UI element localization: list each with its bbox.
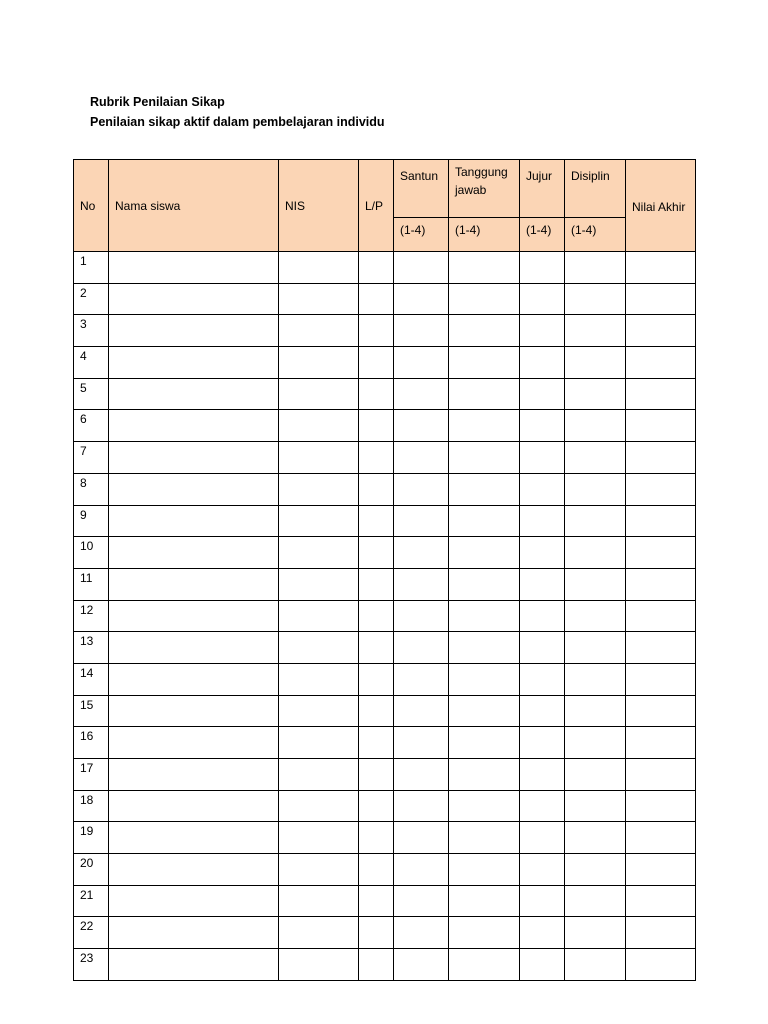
cell-nilai-akhir	[626, 854, 696, 886]
header-lp: L/P	[359, 160, 394, 252]
cell-nilai-akhir	[626, 378, 696, 410]
cell-nama-siswa	[109, 378, 279, 410]
row-number: 10	[74, 537, 109, 569]
cell-santun	[394, 885, 449, 917]
cell-nama-siswa	[109, 949, 279, 981]
cell-santun	[394, 600, 449, 632]
cell-nama-siswa	[109, 885, 279, 917]
cell-lp	[359, 727, 394, 759]
cell-lp	[359, 949, 394, 981]
cell-disiplin	[565, 885, 626, 917]
cell-disiplin	[565, 473, 626, 505]
row-number: 12	[74, 600, 109, 632]
table-row	[74, 663, 696, 695]
table-row	[74, 473, 696, 505]
header-nama-siswa: Nama siswa	[109, 160, 279, 252]
cell-lp	[359, 410, 394, 442]
table-row	[74, 410, 696, 442]
cell-lp	[359, 790, 394, 822]
cell-tanggung-jawab	[449, 727, 520, 759]
cell-nis	[279, 917, 359, 949]
cell-disiplin	[565, 252, 626, 284]
table-row	[74, 759, 696, 791]
row-number: 8	[74, 473, 109, 505]
cell-nis	[279, 695, 359, 727]
cell-disiplin	[565, 505, 626, 537]
cell-santun	[394, 854, 449, 886]
cell-nis	[279, 759, 359, 791]
cell-nis	[279, 283, 359, 315]
cell-lp	[359, 663, 394, 695]
cell-lp	[359, 537, 394, 569]
cell-lp	[359, 822, 394, 854]
cell-nama-siswa	[109, 347, 279, 379]
cell-nama-siswa	[109, 663, 279, 695]
cell-tanggung-jawab	[449, 663, 520, 695]
cell-nis	[279, 473, 359, 505]
cell-santun	[394, 822, 449, 854]
table-row	[74, 822, 696, 854]
cell-nilai-akhir	[626, 759, 696, 791]
cell-disiplin	[565, 537, 626, 569]
cell-disiplin	[565, 695, 626, 727]
cell-disiplin	[565, 315, 626, 347]
row-number: 7	[74, 442, 109, 474]
cell-nis	[279, 505, 359, 537]
cell-lp	[359, 568, 394, 600]
cell-tanggung-jawab	[449, 347, 520, 379]
cell-disiplin	[565, 442, 626, 474]
row-number: 22	[74, 917, 109, 949]
cell-jujur	[520, 759, 565, 791]
cell-santun	[394, 695, 449, 727]
cell-nama-siswa	[109, 410, 279, 442]
cell-jujur	[520, 663, 565, 695]
cell-disiplin	[565, 854, 626, 886]
cell-nis	[279, 315, 359, 347]
row-number: 19	[74, 822, 109, 854]
cell-lp	[359, 473, 394, 505]
cell-nilai-akhir	[626, 790, 696, 822]
cell-nis	[279, 378, 359, 410]
cell-jujur	[520, 600, 565, 632]
row-number: 17	[74, 759, 109, 791]
header-jujur: Jujur	[520, 160, 565, 218]
cell-jujur	[520, 442, 565, 474]
cell-tanggung-jawab	[449, 473, 520, 505]
cell-nama-siswa	[109, 568, 279, 600]
table-row	[74, 283, 696, 315]
cell-jujur	[520, 917, 565, 949]
cell-tanggung-jawab	[449, 822, 520, 854]
cell-lp	[359, 917, 394, 949]
table-row	[74, 885, 696, 917]
cell-tanggung-jawab	[449, 378, 520, 410]
cell-nis	[279, 252, 359, 284]
cell-jujur	[520, 885, 565, 917]
row-number: 15	[74, 695, 109, 727]
table-row	[74, 854, 696, 886]
cell-disiplin	[565, 568, 626, 600]
cell-disiplin	[565, 949, 626, 981]
cell-nilai-akhir	[626, 727, 696, 759]
row-number: 2	[74, 283, 109, 315]
table-row	[74, 790, 696, 822]
table-row	[74, 568, 696, 600]
cell-nilai-akhir	[626, 347, 696, 379]
row-number: 23	[74, 949, 109, 981]
cell-jujur	[520, 949, 565, 981]
cell-tanggung-jawab	[449, 505, 520, 537]
cell-nilai-akhir	[626, 315, 696, 347]
document-header	[90, 92, 385, 132]
cell-nilai-akhir	[626, 949, 696, 981]
cell-santun	[394, 442, 449, 474]
cell-disiplin	[565, 283, 626, 315]
cell-lp	[359, 315, 394, 347]
cell-santun	[394, 727, 449, 759]
cell-nis	[279, 347, 359, 379]
cell-santun	[394, 949, 449, 981]
table-row	[74, 949, 696, 981]
cell-jujur	[520, 347, 565, 379]
row-number: 21	[74, 885, 109, 917]
document-title: Rubrik Penilaian Sikap	[90, 95, 225, 109]
cell-jujur	[520, 854, 565, 886]
cell-nama-siswa	[109, 822, 279, 854]
cell-santun	[394, 663, 449, 695]
cell-nama-siswa	[109, 790, 279, 822]
scale-tanggung-jawab: (1-4)	[449, 218, 520, 252]
rubric-table	[73, 159, 696, 981]
cell-disiplin	[565, 600, 626, 632]
cell-nis	[279, 537, 359, 569]
cell-nilai-akhir	[626, 568, 696, 600]
cell-lp	[359, 283, 394, 315]
cell-nis	[279, 600, 359, 632]
header-tanggung-jawab: Tanggung jawab	[449, 160, 520, 218]
cell-lp	[359, 854, 394, 886]
cell-santun	[394, 378, 449, 410]
header-no: No	[74, 160, 109, 252]
cell-disiplin	[565, 790, 626, 822]
cell-lp	[359, 378, 394, 410]
cell-tanggung-jawab	[449, 537, 520, 569]
cell-jujur	[520, 727, 565, 759]
cell-lp	[359, 695, 394, 727]
cell-lp	[359, 632, 394, 664]
cell-nama-siswa	[109, 727, 279, 759]
row-number: 11	[74, 568, 109, 600]
rubric-table-body	[74, 252, 696, 981]
cell-disiplin	[565, 378, 626, 410]
cell-nilai-akhir	[626, 283, 696, 315]
cell-jujur	[520, 568, 565, 600]
document-subtitle: Penilaian sikap aktif dalam pembelajaran individu	[90, 115, 385, 129]
cell-jujur	[520, 378, 565, 410]
cell-disiplin	[565, 632, 626, 664]
cell-jujur	[520, 410, 565, 442]
cell-tanggung-jawab	[449, 632, 520, 664]
cell-nis	[279, 632, 359, 664]
cell-nama-siswa	[109, 759, 279, 791]
cell-lp	[359, 759, 394, 791]
row-number: 4	[74, 347, 109, 379]
row-number: 3	[74, 315, 109, 347]
cell-santun	[394, 473, 449, 505]
cell-nis	[279, 442, 359, 474]
cell-tanggung-jawab	[449, 790, 520, 822]
cell-nama-siswa	[109, 537, 279, 569]
cell-santun	[394, 505, 449, 537]
table-row	[74, 917, 696, 949]
header-nis: NIS	[279, 160, 359, 252]
cell-nis	[279, 949, 359, 981]
cell-jujur	[520, 695, 565, 727]
cell-nama-siswa	[109, 854, 279, 886]
cell-tanggung-jawab	[449, 600, 520, 632]
row-number: 1	[74, 252, 109, 284]
cell-nis	[279, 410, 359, 442]
cell-disiplin	[565, 347, 626, 379]
cell-nilai-akhir	[626, 885, 696, 917]
cell-santun	[394, 790, 449, 822]
row-number: 9	[74, 505, 109, 537]
cell-tanggung-jawab	[449, 854, 520, 886]
table-row	[74, 600, 696, 632]
cell-jujur	[520, 315, 565, 347]
cell-disiplin	[565, 917, 626, 949]
cell-nama-siswa	[109, 632, 279, 664]
cell-nilai-akhir	[626, 505, 696, 537]
table-row	[74, 695, 696, 727]
cell-santun	[394, 632, 449, 664]
cell-jujur	[520, 473, 565, 505]
cell-jujur	[520, 822, 565, 854]
cell-tanggung-jawab	[449, 917, 520, 949]
cell-nilai-akhir	[626, 822, 696, 854]
cell-lp	[359, 600, 394, 632]
header-nilai-akhir: Nilai Akhir	[626, 160, 696, 252]
cell-lp	[359, 252, 394, 284]
cell-nilai-akhir	[626, 537, 696, 569]
cell-tanggung-jawab	[449, 695, 520, 727]
cell-santun	[394, 347, 449, 379]
cell-santun	[394, 315, 449, 347]
cell-lp	[359, 347, 394, 379]
cell-jujur	[520, 283, 565, 315]
table-row	[74, 442, 696, 474]
cell-disiplin	[565, 822, 626, 854]
cell-jujur	[520, 632, 565, 664]
table-row	[74, 537, 696, 569]
scale-jujur: (1-4)	[520, 218, 565, 252]
row-number: 6	[74, 410, 109, 442]
cell-nama-siswa	[109, 505, 279, 537]
row-number: 14	[74, 663, 109, 695]
cell-nama-siswa	[109, 442, 279, 474]
cell-nilai-akhir	[626, 252, 696, 284]
cell-nilai-akhir	[626, 442, 696, 474]
cell-jujur	[520, 505, 565, 537]
cell-nama-siswa	[109, 600, 279, 632]
cell-disiplin	[565, 410, 626, 442]
cell-nilai-akhir	[626, 632, 696, 664]
cell-tanggung-jawab	[449, 410, 520, 442]
cell-tanggung-jawab	[449, 442, 520, 474]
row-number: 20	[74, 854, 109, 886]
cell-tanggung-jawab	[449, 315, 520, 347]
cell-nama-siswa	[109, 473, 279, 505]
cell-nis	[279, 727, 359, 759]
header-disiplin: Disiplin	[565, 160, 626, 218]
table-row	[74, 252, 696, 284]
cell-tanggung-jawab	[449, 283, 520, 315]
cell-santun	[394, 568, 449, 600]
cell-santun	[394, 759, 449, 791]
cell-nis	[279, 854, 359, 886]
cell-lp	[359, 442, 394, 474]
cell-tanggung-jawab	[449, 568, 520, 600]
row-number: 13	[74, 632, 109, 664]
cell-nis	[279, 885, 359, 917]
row-number: 16	[74, 727, 109, 759]
header-santun: Santun	[394, 160, 449, 218]
cell-santun	[394, 917, 449, 949]
cell-nis	[279, 663, 359, 695]
cell-tanggung-jawab	[449, 252, 520, 284]
cell-nis	[279, 568, 359, 600]
cell-nis	[279, 822, 359, 854]
cell-nama-siswa	[109, 695, 279, 727]
cell-disiplin	[565, 759, 626, 791]
cell-nilai-akhir	[626, 663, 696, 695]
scale-santun: (1-4)	[394, 218, 449, 252]
cell-jujur	[520, 537, 565, 569]
table-row	[74, 378, 696, 410]
table-row	[74, 632, 696, 664]
cell-nilai-akhir	[626, 410, 696, 442]
row-number: 18	[74, 790, 109, 822]
cell-nis	[279, 790, 359, 822]
table-row	[74, 347, 696, 379]
cell-jujur	[520, 252, 565, 284]
scale-disiplin: (1-4)	[565, 218, 626, 252]
row-number: 5	[74, 378, 109, 410]
cell-nama-siswa	[109, 252, 279, 284]
table-row	[74, 727, 696, 759]
cell-tanggung-jawab	[449, 885, 520, 917]
cell-nama-siswa	[109, 315, 279, 347]
cell-tanggung-jawab	[449, 949, 520, 981]
cell-tanggung-jawab	[449, 759, 520, 791]
cell-nama-siswa	[109, 917, 279, 949]
cell-santun	[394, 252, 449, 284]
cell-nilai-akhir	[626, 473, 696, 505]
cell-lp	[359, 885, 394, 917]
cell-disiplin	[565, 727, 626, 759]
table-row	[74, 315, 696, 347]
cell-jujur	[520, 790, 565, 822]
cell-nilai-akhir	[626, 600, 696, 632]
cell-santun	[394, 410, 449, 442]
cell-disiplin	[565, 663, 626, 695]
cell-santun	[394, 537, 449, 569]
cell-nama-siswa	[109, 283, 279, 315]
cell-santun	[394, 283, 449, 315]
cell-nilai-akhir	[626, 917, 696, 949]
table-row	[74, 505, 696, 537]
cell-lp	[359, 505, 394, 537]
cell-nilai-akhir	[626, 695, 696, 727]
